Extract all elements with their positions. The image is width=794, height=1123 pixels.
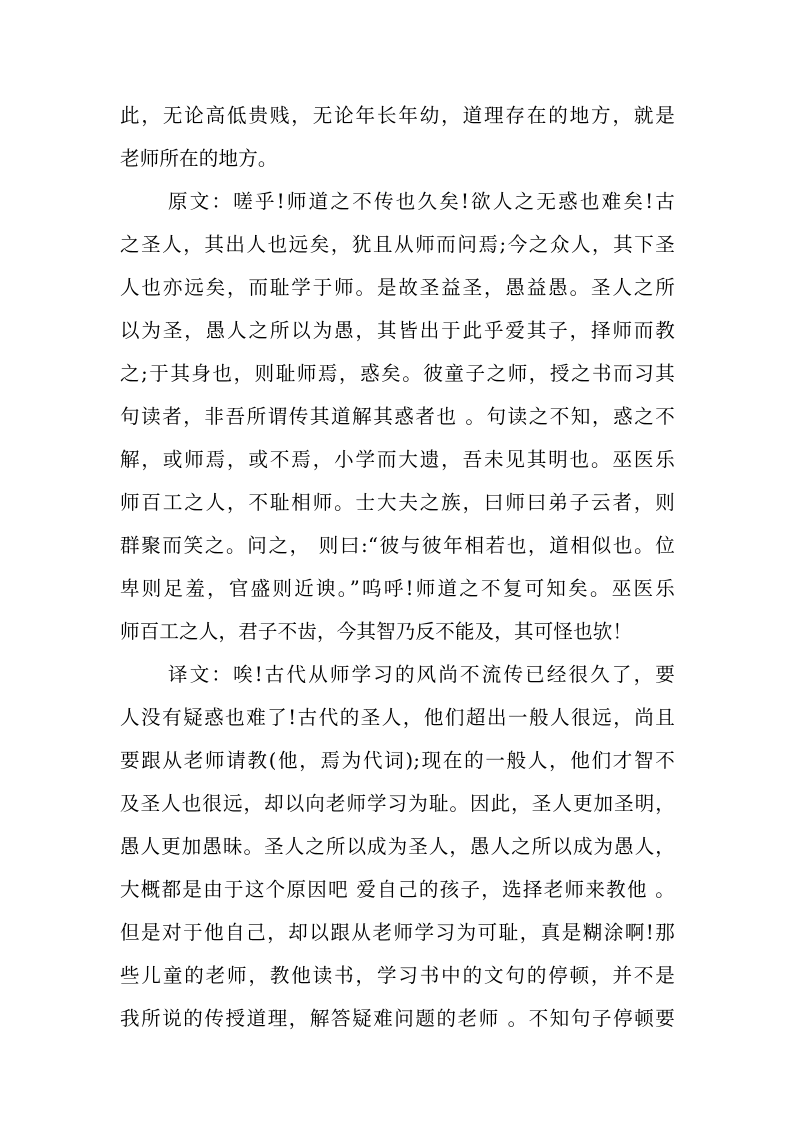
- text-line: 愚人更加愚昧。圣人之所以成为圣人，愚人之所以成为愚人，: [120, 835, 675, 858]
- text-line: 师百工之人，君子不齿，今其智乃反不能及，其可怪也欤！: [120, 620, 633, 643]
- text-line: 之圣人，其出人也远矣，犹且从师而问焉;今之众人，其下圣: [120, 233, 675, 256]
- text-line: 些儿童的老师，教他读书，学习书中的文句的停顿，并不是: [120, 964, 675, 987]
- text-line: 老师所在的地方。: [120, 147, 278, 170]
- text-line: 要跟从老师请教(他，焉为代词);现在的一般人，他们才智不: [120, 749, 675, 772]
- text-line: 此，无论高低贵贱，无论年长年幼，道理存在的地方，就是: [120, 104, 675, 127]
- text-line: 大概都是由于这个原因吧 爱自己的孩子，选择老师来教他 。: [120, 878, 675, 901]
- text-line: 译文：唉!古代从师学习的风尚不流传已经很久了，要: [168, 663, 675, 686]
- text-line: 人没有疑惑也难了!古代的圣人，他们超出一般人很远，尚且: [120, 706, 675, 729]
- text-line: 群聚而笑之。问之， 则曰:“彼与彼年相若也，道相似也。位: [120, 534, 675, 557]
- text-line: 及圣人也很远，却以向老师学习为耻。因此，圣人更加圣明，: [120, 792, 675, 815]
- text-line: 之;于其身也，则耻师焉，惑矣。彼童子之师，授之书而习其: [120, 362, 675, 385]
- text-line: 以为圣，愚人之所以为愚，其皆出于此乎爱其子，择师而教: [120, 319, 675, 342]
- text-line: 卑则足羞，官盛则近谀。”呜呼!师道之不复可知矣。巫医乐: [120, 577, 675, 600]
- text-line: 师百工之人，不耻相师。士大夫之族，曰师曰弟子云者，则: [120, 491, 675, 514]
- text-line: 原文：嗟乎!师道之不传也久矣!欲人之无惑也难矣!古: [168, 190, 675, 213]
- text-line: 但是对于他自己，却以跟从老师学习为可耻，真是糊涂啊!那: [120, 921, 675, 944]
- text-line: 人也亦远矣，而耻学于师。是故圣益圣，愚益愚。圣人之所: [120, 276, 675, 299]
- text-line: 解，或师焉，或不焉，小学而大遗，吾未见其明也。巫医乐: [120, 448, 675, 471]
- text-line: 句读者，非吾所谓传其道解其惑者也 。句读之不知，惑之不: [120, 405, 675, 428]
- text-line: 我所说的传授道理，解答疑难问题的老师 。不知句子停顿要: [120, 1007, 675, 1030]
